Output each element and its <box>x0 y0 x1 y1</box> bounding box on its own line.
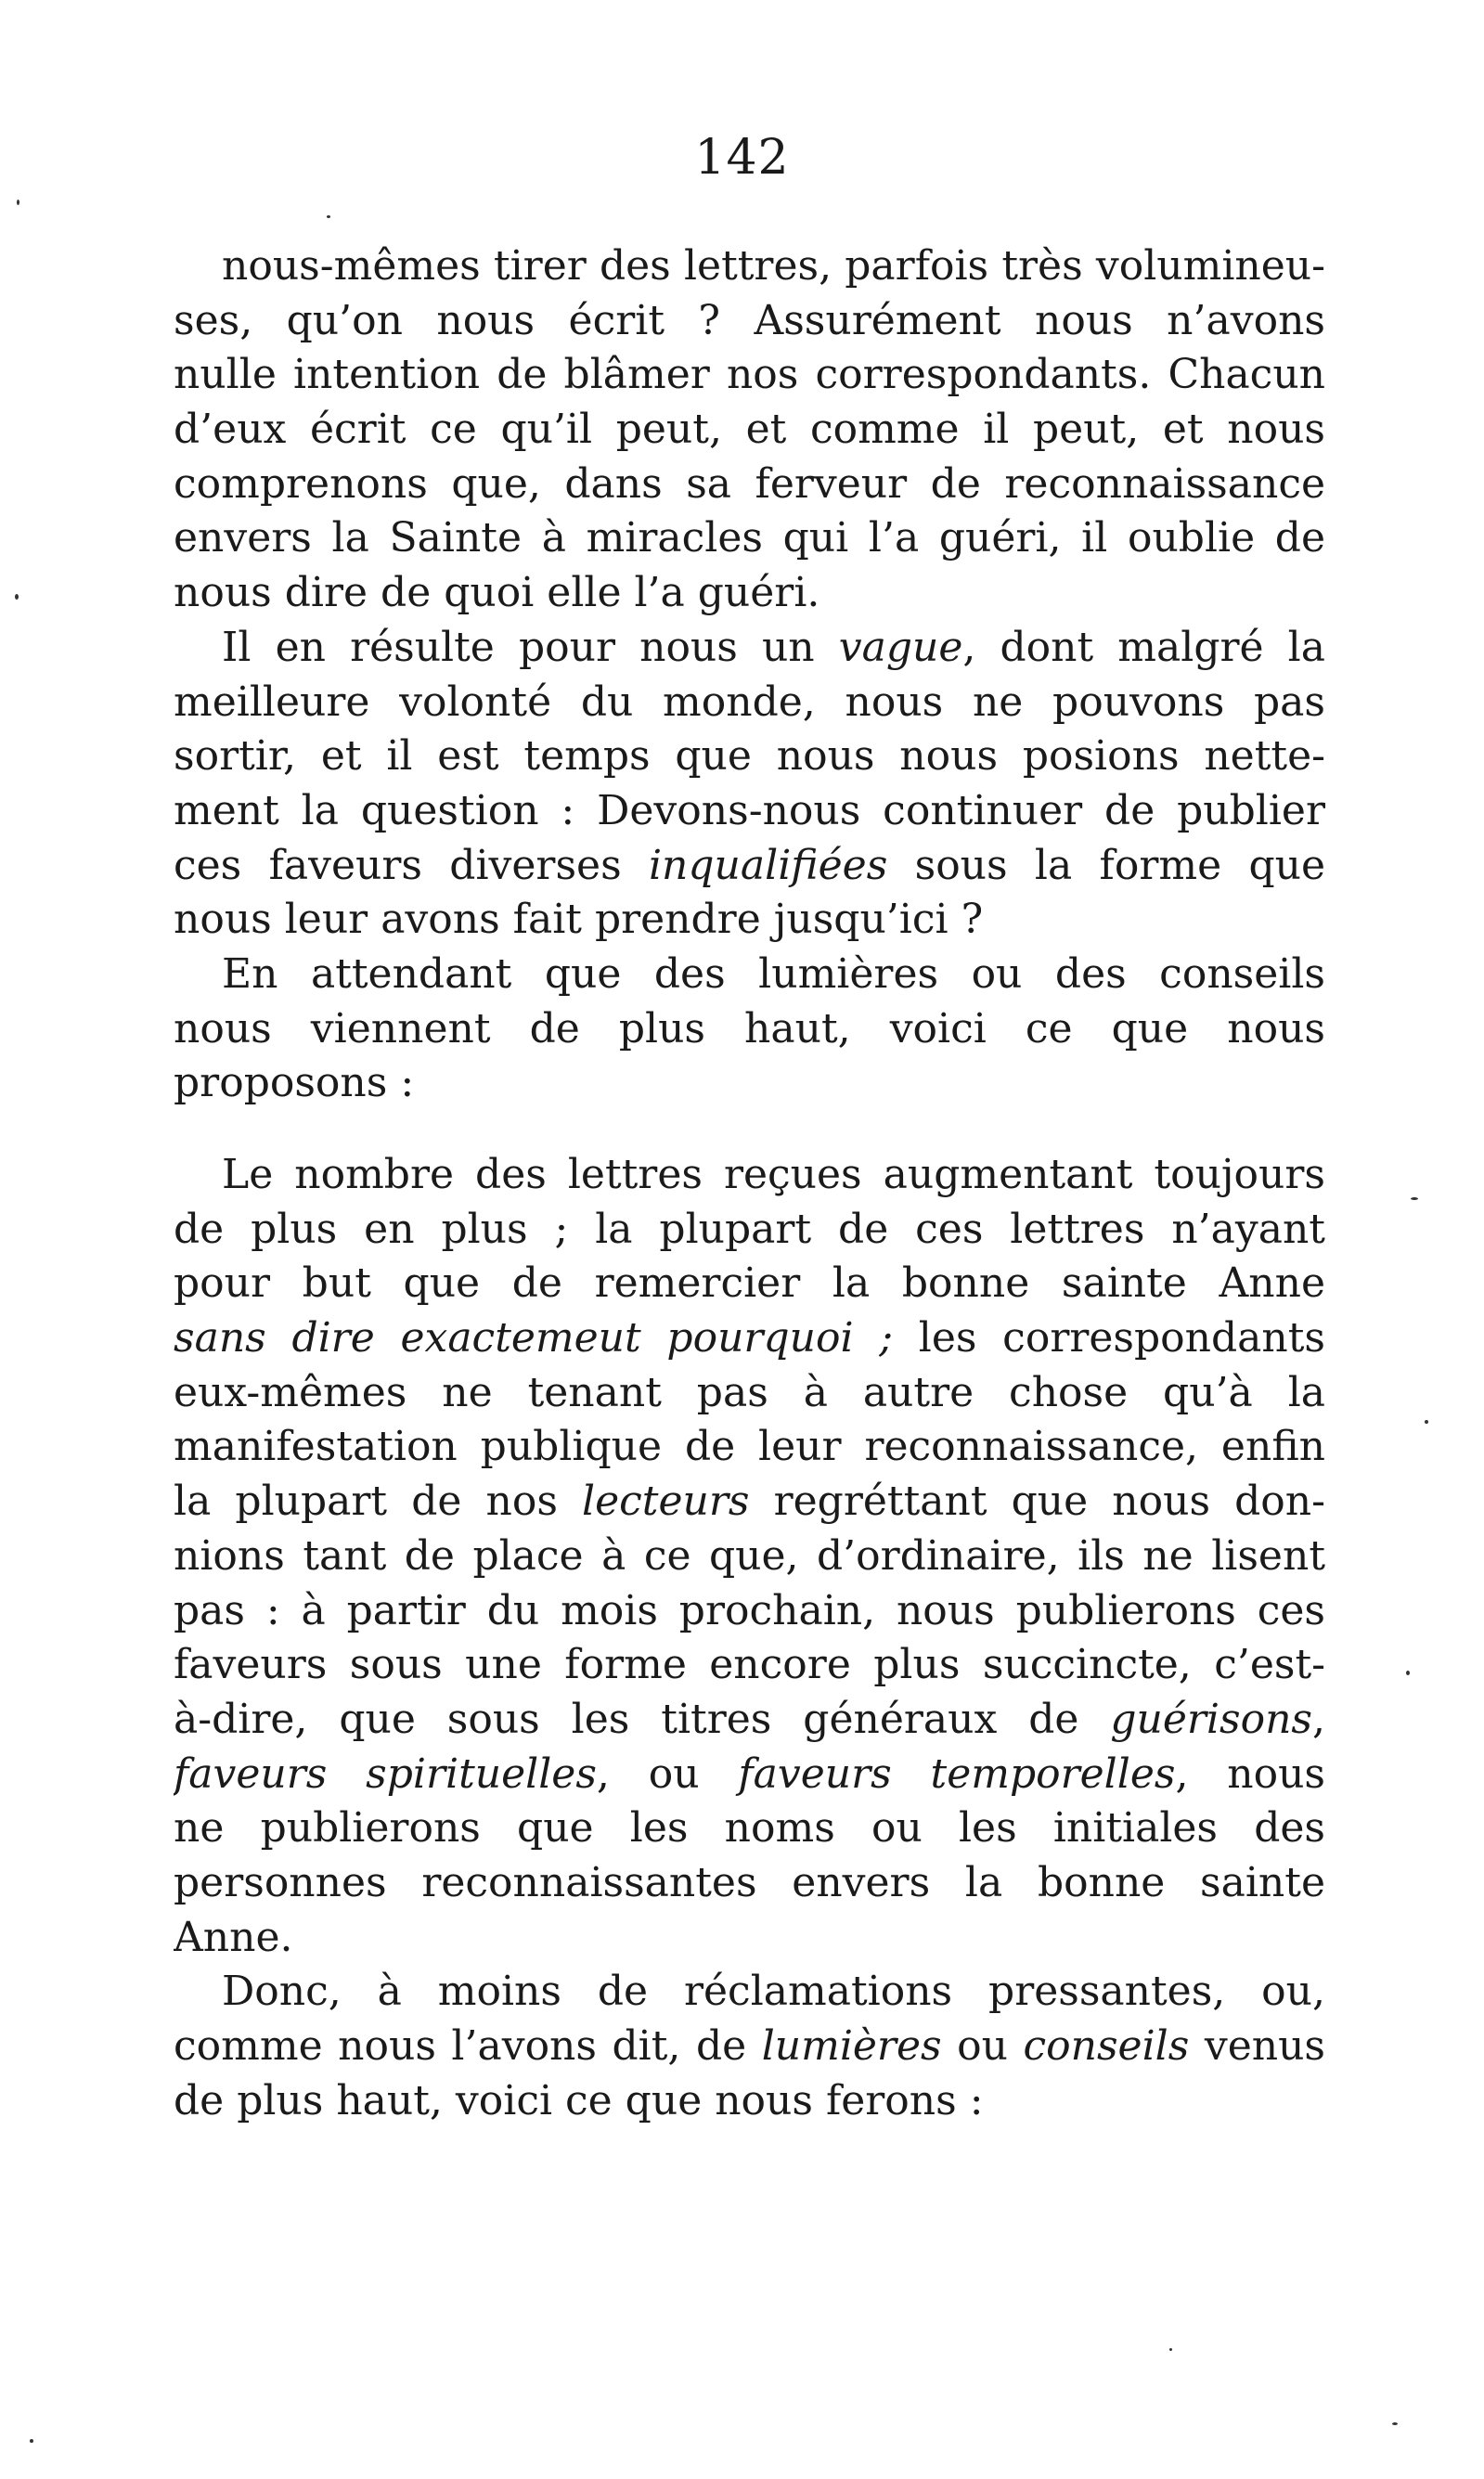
text-line <box>174 1530 1325 1584</box>
page-number: 142 <box>694 130 790 186</box>
text-line <box>174 839 1325 894</box>
text-line <box>174 1203 1325 1258</box>
text-run: ses, qu’on nous écrit ? Assurément nous n’avons <box>174 296 1325 344</box>
italic-text: guérisons <box>1110 1695 1312 1743</box>
text-line <box>174 1911 1325 1966</box>
italic-text: faveurs spirituelles <box>174 1750 597 1798</box>
text-run: regréttant que nous don- <box>749 1478 1325 1526</box>
text-run: nions tant de place à ce que, d’ordinaire, ils ne lisent <box>174 1531 1325 1580</box>
text-line <box>174 893 1325 948</box>
text-line <box>174 239 1325 294</box>
text-run: pas : à partir du mois prochain, nous publierons ces <box>174 1586 1325 1634</box>
text-line <box>174 1257 1325 1311</box>
scan-speck <box>327 215 330 218</box>
text-run: nulle intention de blâmer nos correspondants. Chacun <box>174 351 1325 399</box>
text-line <box>174 948 1325 1002</box>
scan-speck <box>1392 2422 1398 2425</box>
text-run: nous viennent de plus haut, voici ce que nous <box>174 1004 1325 1052</box>
text-run: , nous <box>1175 1750 1325 1798</box>
text-run: manifestation publique de leur reconnaissance, enfin <box>174 1423 1325 1471</box>
scan-speck <box>1169 2348 1172 2351</box>
italic-text: inqualifiées <box>648 841 888 889</box>
text-run: nous dire de quoi elle l’a guéri. <box>174 569 820 617</box>
text-run: Le nombre des lettres reçues augmentant toujours <box>222 1151 1325 1198</box>
text-run: ou <box>941 2022 1024 2070</box>
text-run: de plus haut, voici ce que nous ferons : <box>174 2076 984 2124</box>
text-run: de plus en plus ; la plupart de ces lettres n’ayant <box>174 1205 1325 1253</box>
text-run: Il en résulte pour nous un <box>222 623 839 671</box>
text-line <box>174 1693 1325 1748</box>
text-run: proposons : <box>174 1059 415 1107</box>
text-run: ces faveurs diverses <box>174 841 649 889</box>
text-run: meilleure volonté du monde, nous ne pouvons pas <box>174 678 1325 726</box>
text-run: comprenons que, dans sa ferveur de reconnaissance <box>174 459 1325 508</box>
scan-speck <box>1406 1671 1410 1675</box>
text-run: d’eux écrit ce qu’il peut, et comme il peut, et nous <box>174 406 1325 454</box>
text-line <box>174 511 1325 566</box>
text-run: , dont malgré la <box>962 623 1325 671</box>
text-line <box>174 1584 1325 1639</box>
text-line <box>174 2074 1325 2129</box>
text-run: personnes reconnaissantes envers la bonne sainte <box>174 1858 1325 1906</box>
text-run: , <box>1312 1695 1325 1743</box>
text-run: ment la question : Devons-nous continuer de publier <box>174 786 1325 834</box>
text-run: pour but que de remercier la bonne sainte Anne <box>174 1259 1325 1308</box>
text-run: venus <box>1189 2022 1325 2070</box>
text-line <box>174 1965 1325 2020</box>
text-run: comme nous l’avons dit, de <box>174 2022 762 2070</box>
text-run: , ou <box>596 1750 739 1798</box>
text-run: la plupart de nos <box>174 1478 583 1526</box>
text-line <box>174 294 1325 349</box>
scan-speck <box>1411 1197 1418 1200</box>
text-run: ne publierons que les noms ou les initiales des <box>174 1804 1325 1853</box>
italic-text: lecteurs <box>582 1478 750 1526</box>
italic-text: vague <box>838 623 963 671</box>
scan-speck <box>17 200 19 205</box>
text-line <box>174 1420 1325 1475</box>
text-line <box>174 729 1325 784</box>
text-line <box>174 1002 1325 1057</box>
text-run: Anne. <box>174 1913 293 1961</box>
text-run: faveurs sous une forme encore plus succincte, c’est- <box>174 1641 1325 1689</box>
text-run: envers la Sainte à miracles qui l’a guéri, il oublie de <box>174 514 1325 562</box>
text-line <box>174 1311 1325 1366</box>
text-line <box>174 784 1325 839</box>
text-line <box>174 676 1325 730</box>
text-line <box>174 621 1325 676</box>
text-line <box>174 348 1325 403</box>
text-line <box>174 1056 1325 1111</box>
italic-text: sans dire exactemeut pourquoi ; <box>174 1314 894 1362</box>
italic-text: faveurs temporelles <box>738 1750 1176 1798</box>
body-text <box>174 239 1325 2128</box>
text-run: sortir, et il est temps que nous nous posions nette- <box>174 732 1325 781</box>
text-line <box>174 1148 1325 1203</box>
text-run: eux-mêmes ne tenant pas à autre chose qu’à la <box>174 1368 1325 1416</box>
scan-speck <box>15 594 19 600</box>
text-line <box>174 566 1325 621</box>
paragraph-gap <box>174 1111 1325 1148</box>
text-run: nous-mêmes tirer des lettres, parfois très volumineu- <box>222 242 1325 290</box>
text-run: Donc, à moins de réclamations pressantes, ou, <box>222 1968 1325 2016</box>
text-line <box>174 1475 1325 1530</box>
italic-text: lumières <box>761 2022 942 2070</box>
text-run: sous la forme que <box>887 841 1325 889</box>
text-line <box>174 403 1325 458</box>
text-run: les correspondants <box>893 1314 1325 1362</box>
scan-speck <box>30 2439 33 2443</box>
text-line <box>174 2020 1325 2074</box>
scan-speck <box>1425 1420 1428 1424</box>
text-run: à-dire, que sous les titres généraux de <box>174 1695 1111 1743</box>
text-run: En attendant que des lumières ou des conseils <box>222 949 1325 998</box>
text-line <box>174 458 1325 512</box>
text-line <box>174 1856 1325 1911</box>
italic-text: conseils <box>1023 2022 1190 2070</box>
text-line <box>174 1748 1325 1802</box>
text-line <box>174 1638 1325 1693</box>
text-run: nous leur avons fait prendre jusqu’ici ? <box>174 896 984 944</box>
text-line <box>174 1366 1325 1421</box>
text-line <box>174 1801 1325 1856</box>
